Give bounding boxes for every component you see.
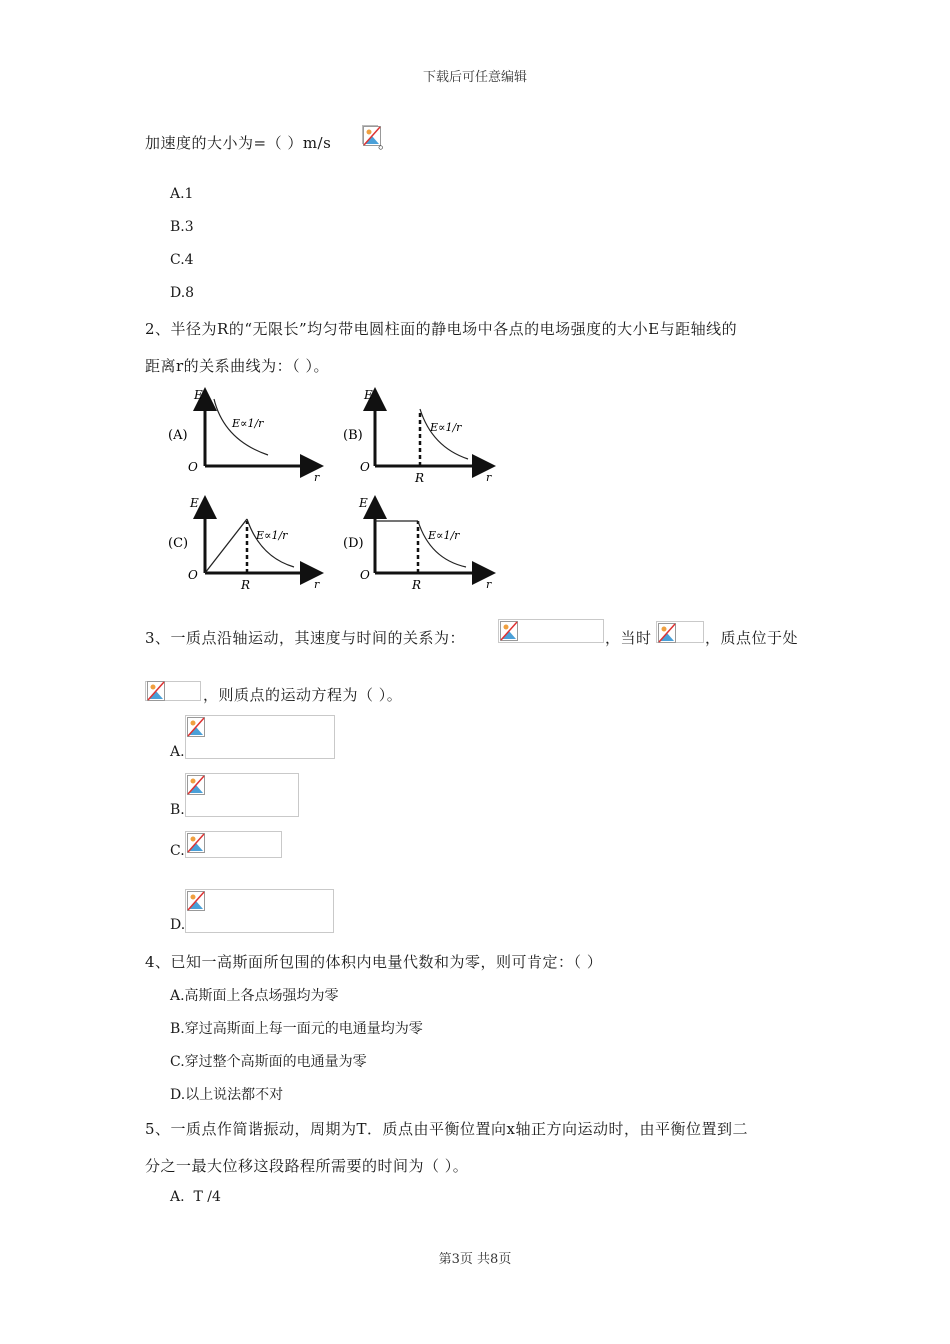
broken-image-icon xyxy=(145,681,201,701)
page-header: 下载后可任意编辑 xyxy=(422,70,527,85)
q3-option-b: B. xyxy=(170,802,185,818)
graph-d-axis-y: E xyxy=(359,496,368,510)
q3-option-c: C. xyxy=(170,843,185,859)
graph-b-tag: (B) xyxy=(343,428,363,443)
graph-b-origin: O xyxy=(360,460,370,474)
q1-option-d: D.8 xyxy=(170,285,195,301)
graph-a xyxy=(168,388,320,484)
graph-d-origin: O xyxy=(360,568,370,582)
graph-c xyxy=(168,496,320,592)
q2-stem-line1: 2、半径为R的“无限长”均匀带电圆柱面的静电场中各点的电场强度的大小E与距轴线的 xyxy=(145,320,738,338)
q1-stem xyxy=(145,132,331,153)
q4-option-b: B.穿过高斯面上每一面元的电通量均为零 xyxy=(170,1021,423,1037)
q4-option-d: D.以上说法都不对 xyxy=(170,1087,284,1103)
graph-b xyxy=(343,388,492,485)
graph-c-axis-y: E xyxy=(190,496,199,510)
broken-image-icon xyxy=(185,831,282,858)
q4-stem: 4、已知一高斯面所包围的体积内电量代数和为零，则可肯定：（ ） xyxy=(145,953,603,971)
broken-image-icon xyxy=(185,889,334,933)
q4-option-a: A.高斯面上各点场强均为零 xyxy=(170,988,339,1004)
q1-option-a: A.1 xyxy=(170,186,194,202)
q2-graphs-figure xyxy=(160,385,505,595)
q1-option-b: B.3 xyxy=(170,219,194,235)
q3-option-a: A. xyxy=(170,744,185,760)
q3-stem-c: ，质点位于处 xyxy=(705,629,799,647)
broken-image-icon xyxy=(656,621,704,643)
graph-c-formula: E∝1/r xyxy=(256,529,288,542)
graph-a-formula: E∝1/r xyxy=(232,417,264,430)
q5-stem-line2: 分之一最大位移这段路程所需要的时间为（ ）。 xyxy=(145,1157,469,1175)
graph-c-radius: R xyxy=(241,578,251,592)
graph-b-axis-y: E xyxy=(364,388,373,402)
q1-stem-end: 。 xyxy=(378,134,394,152)
q1-option-c: C.4 xyxy=(170,252,194,268)
page-footer: 第3页 共8页 xyxy=(438,1252,512,1267)
graph-a-origin: O xyxy=(188,460,198,474)
q3-stem-a: 3、一质点沿轴运动，其速度与时间的关系为： xyxy=(145,629,466,647)
q2-stem-line2: 距离r的关系曲线为：（ ）。 xyxy=(145,357,329,375)
broken-image-icon xyxy=(498,619,604,643)
graph-c-axis-x: r xyxy=(314,578,320,591)
graph-c-tag: (C) xyxy=(168,536,189,551)
graph-b-axis-x: r xyxy=(486,471,492,484)
q3-option-d: D. xyxy=(170,917,186,933)
graph-b-formula: E∝1/r xyxy=(430,421,462,434)
graph-d-tag: (D) xyxy=(343,536,364,551)
graph-d xyxy=(343,496,492,592)
graph-d-formula: E∝1/r xyxy=(428,529,460,542)
graph-c-origin: O xyxy=(188,568,198,582)
q4-option-c: C.穿过整个高斯面的电通量为零 xyxy=(170,1054,367,1070)
broken-image-icon xyxy=(362,125,378,144)
q3-stem-b: ，当时 xyxy=(605,629,652,647)
graph-b-radius: R xyxy=(415,471,425,485)
graph-d-axis-x: r xyxy=(486,578,492,591)
graph-a-tag: (A) xyxy=(168,428,188,443)
graph-a-axis-x: r xyxy=(314,471,320,484)
q5-stem-line1: 5、一质点作简谐振动，周期为T．质点由平衡位置向x轴正方向运动时，由平衡位置到二 xyxy=(145,1120,749,1138)
q5-option-a: A. T /4 xyxy=(170,1189,221,1205)
broken-image-icon xyxy=(185,773,299,817)
broken-image-icon xyxy=(185,715,335,759)
graph-a-axis-y: E xyxy=(194,388,203,402)
q1-stem-text: 加速度的大小为=（ ）m/s xyxy=(145,134,332,152)
graph-d-radius: R xyxy=(412,578,422,592)
q3-stem-d: ，则质点的运动方程为（ ）。 xyxy=(203,686,403,704)
